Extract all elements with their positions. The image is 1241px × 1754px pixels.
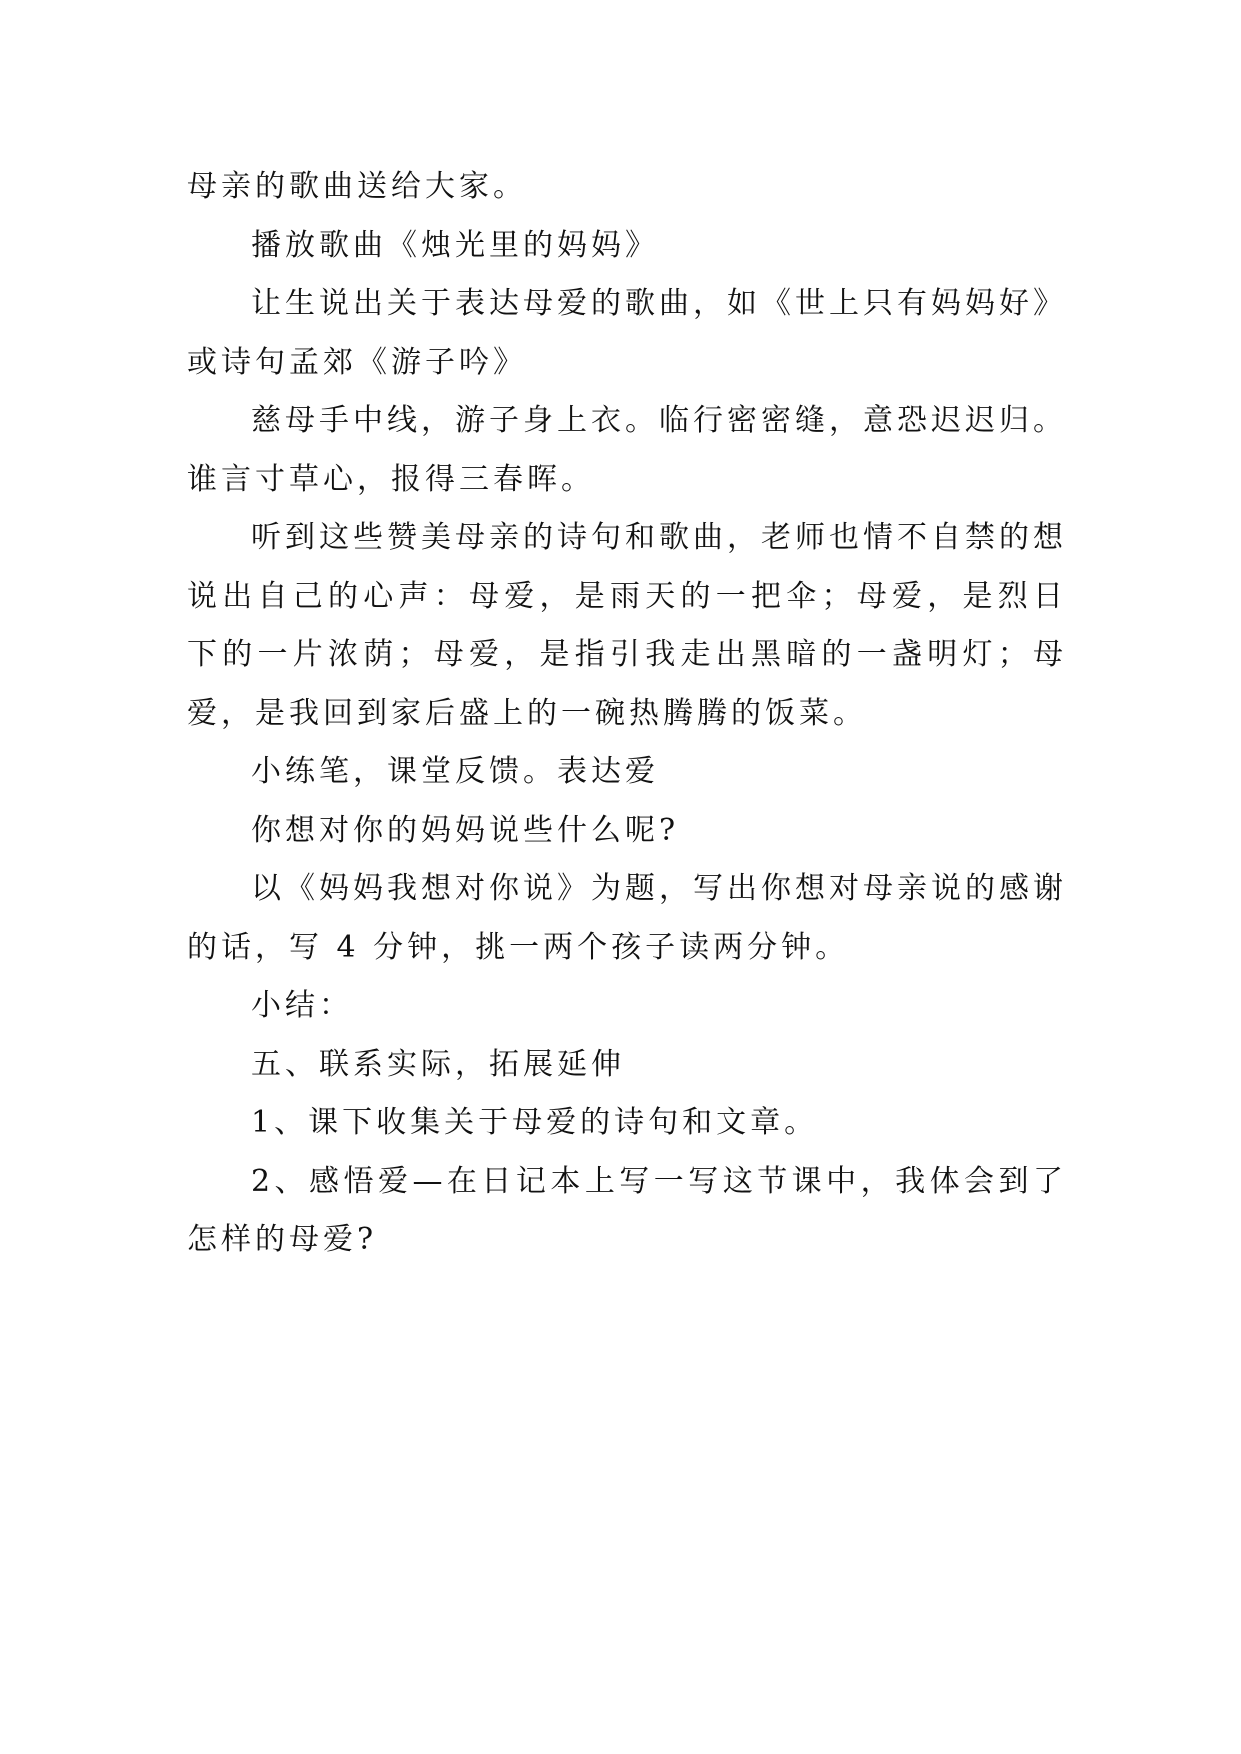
- paragraph-practice: 小练笔，课堂反馈。表达爱: [251, 754, 659, 789]
- paragraph-play-song: 播放歌曲《烛光里的妈妈》: [251, 227, 659, 263]
- paragraph-teacher-voice: 听到这些赞美母亲的诗句和歌曲，老师也情不自禁的想说出自己的心声：母爱，是雨天的一把伞；母爱，是烈日下的一片浓荫；母爱，是指引我走出黑暗的一盏明灯；母爱，是我回到家后盛上的一碗热腾腾的饭菜。: [187, 520, 1067, 731]
- paragraph-continuation: 母亲的歌曲送给大家。: [187, 169, 527, 204]
- document-body: [187, 158, 1067, 1270]
- paragraph-writing-task: 以《妈妈我想对你说》为题，写出你想对母亲说的感谢的话，写 4 分钟，挑一两个孩子读两分钟。: [187, 871, 1067, 965]
- list-item-2: 2、感悟爱—在日记本上写一写这节课中，我体会到了怎样的母爱?: [187, 1163, 1067, 1257]
- list-item-1: 1、课下收集关于母爱的诗句和文章。: [251, 1105, 819, 1140]
- paragraph-students-songs: 让生说出关于表达母爱的歌曲，如《世上只有妈妈好》或诗句孟郊《游子吟》: [187, 286, 1067, 380]
- paragraph-poem: 慈母手中线，游子身上衣。临行密密缝，意恐迟迟归。谁言寸草心，报得三春晖。: [187, 403, 1067, 497]
- paragraph-question: 你想对你的妈妈说些什么呢?: [251, 812, 680, 848]
- section-heading-extension: 五、联系实际，拓展延伸: [251, 1046, 625, 1082]
- paragraph-summary: 小结：: [251, 988, 353, 1023]
